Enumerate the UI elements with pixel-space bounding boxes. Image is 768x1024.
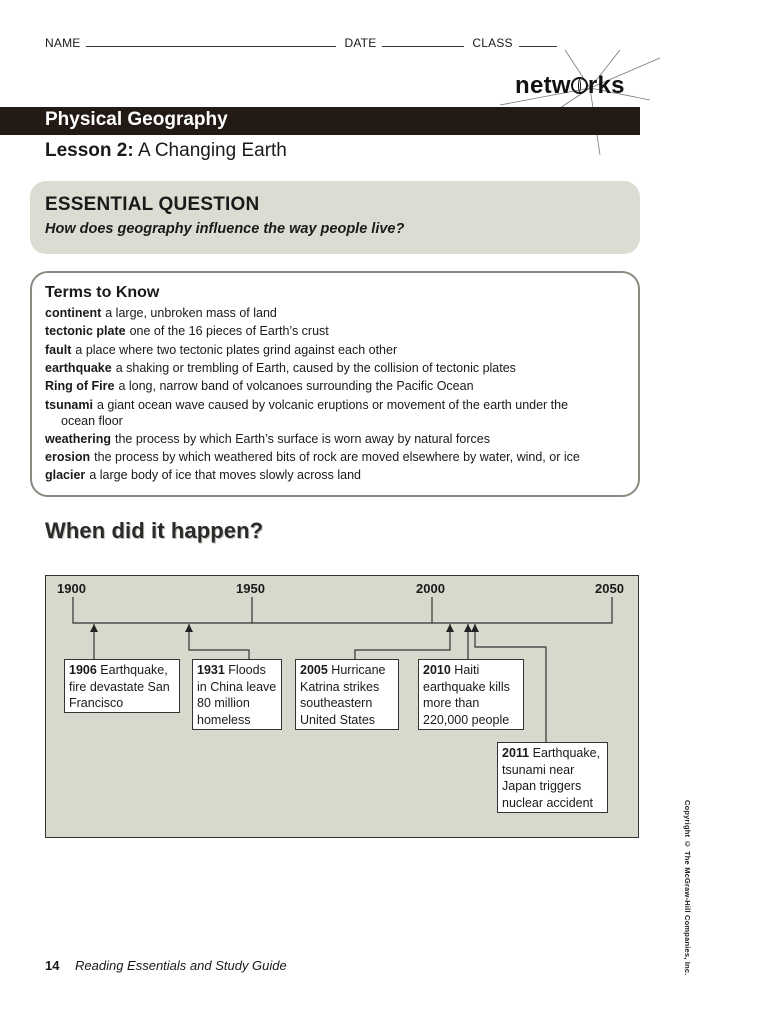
timeline-event — [192, 659, 282, 730]
copyright-notice: Copyright © The McGraw-Hill Companies, Inc. — [683, 800, 692, 976]
event-text: Hurricane Katrina strikes southeastern United States — [300, 663, 386, 727]
term-word: earthquake — [45, 361, 112, 375]
timeline-event — [497, 742, 608, 813]
term-word: glacier — [45, 468, 86, 482]
event-year: 1906 — [69, 663, 97, 677]
event-text: Haiti earthquake kills more than 220,000 people — [423, 663, 510, 727]
year-label: 1900 — [57, 581, 86, 596]
event-text: Floods in China leave 80 million homeless — [197, 663, 277, 727]
page-number: 14 — [45, 958, 60, 973]
term-word: fault — [45, 343, 72, 357]
pointer-1931 — [189, 624, 249, 659]
timeline-event — [418, 659, 524, 730]
term-definition: a place where two tectonic plates grind against each other — [75, 343, 398, 357]
event-year: 2010 — [423, 663, 451, 677]
year-label: 1950 — [236, 581, 265, 596]
event-text: Earthquake, tsunami near Japan triggers nuclear accident — [502, 746, 601, 810]
date-label: DATE — [344, 36, 377, 50]
term-definition: one of the 16 pieces of Earth’s crust — [129, 324, 329, 338]
term-word: erosion — [45, 450, 91, 464]
networks-logo: netw rks — [515, 72, 625, 99]
term-definition: the process by which Earth’s surface is worn away by natural forces — [115, 432, 490, 446]
year-label: 2000 — [416, 581, 445, 596]
class-label: CLASS — [472, 36, 513, 50]
timeline-heading: When did it happen? — [45, 518, 264, 543]
book-title: Reading Essentials and Study Guide — [75, 958, 287, 973]
term-definition: a large, unbroken mass of land — [105, 306, 277, 320]
year-label: 2050 — [595, 581, 624, 596]
terms-heading: Terms to Know — [45, 284, 160, 301]
timeline-event — [295, 659, 399, 730]
term-definition: a long, narrow band of volcanoes surrounding the Pacific Ocean — [118, 379, 474, 393]
name-label: NAME — [45, 36, 81, 50]
timeline-axis — [73, 597, 612, 623]
pointer-2005 — [355, 624, 450, 659]
term-word: weathering — [45, 432, 111, 446]
section-title: Physical Geography — [45, 109, 228, 130]
term-word: continent — [45, 306, 102, 320]
term-word: Ring of Fire — [45, 379, 115, 393]
term-definition: a shaking or trembling of Earth, caused by the collision of tectonic plates — [115, 361, 516, 375]
essential-question-text: How does geography influence the way people live? — [45, 221, 405, 237]
lesson-title: A Changing Earth — [137, 140, 287, 161]
event-text: Earthquake, fire devastate San Francisco — [69, 663, 170, 710]
term-definition: the process by which weathered bits of rock are moved elsewhere by water, wind, or ice — [94, 450, 580, 464]
lesson-label: Lesson 2: — [45, 140, 134, 161]
term-word: tectonic plate — [45, 324, 126, 338]
timeline-event — [64, 659, 180, 713]
essential-question-heading: ESSENTIAL QUESTION — [45, 194, 260, 215]
event-year: 2005 — [300, 663, 328, 677]
term-definition: a giant ocean wave caused by volcanic eruptions or movement of the earth under the — [96, 398, 569, 412]
event-year: 2011 — [502, 746, 530, 760]
term-word: tsunami — [45, 398, 93, 412]
event-year: 1931 — [197, 663, 225, 677]
term-definition: a large body of ice that moves slowly across land — [89, 468, 361, 482]
term-definition-continued: ocean floor — [61, 414, 123, 428]
